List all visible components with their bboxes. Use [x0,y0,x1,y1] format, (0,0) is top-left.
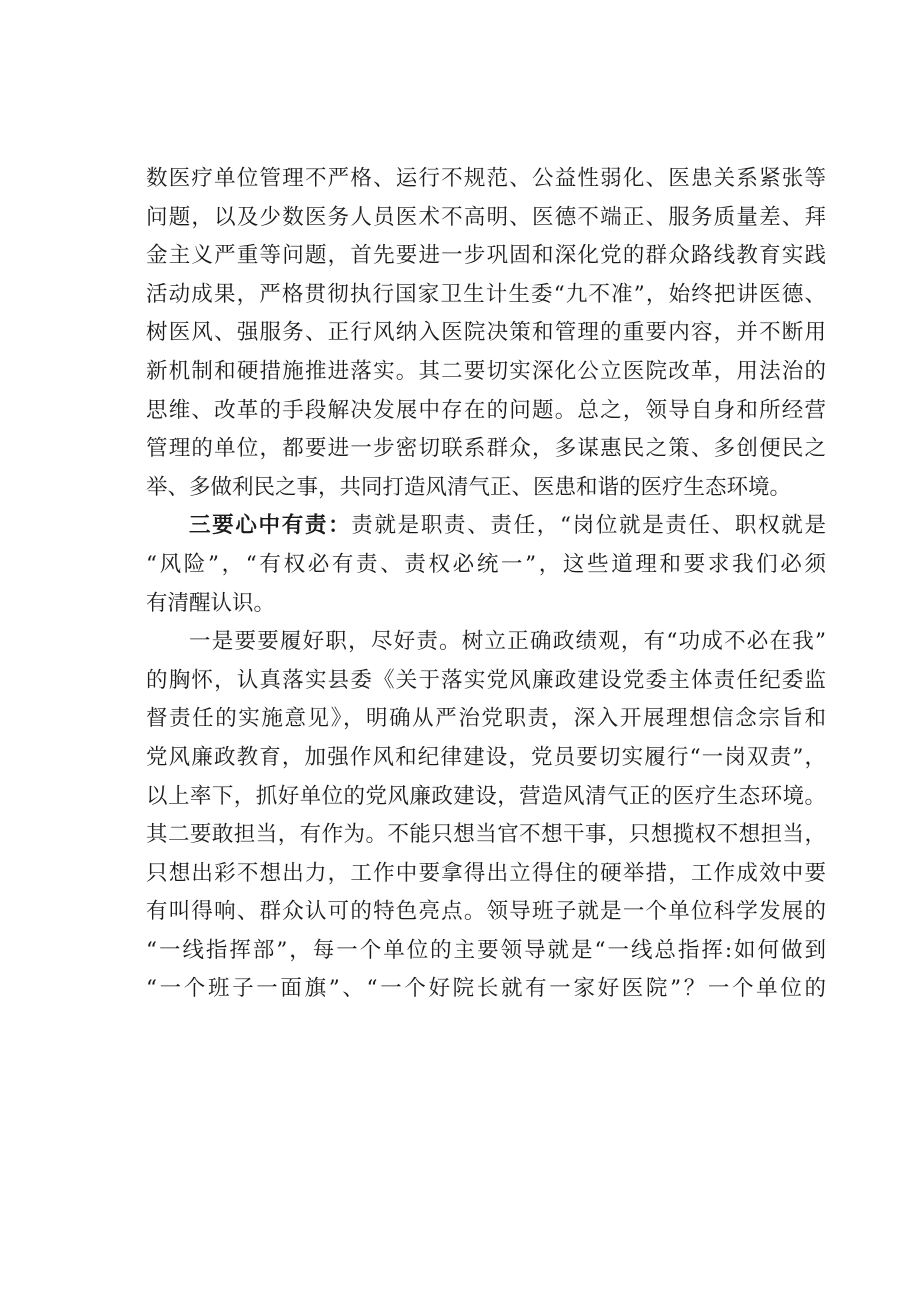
text-line: 党风廉政教育，加强作风和纪律建设，党员要切实履行“一岗双责”， [146,744,826,770]
text-line: 新机制和硬措施推进落实。其二要切实深化公立医院改革，用法治的 [146,358,826,384]
text-line: 一是要要履好职，尽好责。树立正确政绩观，有“功成不必在我” [189,629,826,655]
text-line: 举、多做利民之事，共同打造风清气正、医患和谐的医疗生态环境。 [146,474,792,500]
text-line: 金主义严重等问题，首先要进一步巩固和深化党的群众路线教育实践 [146,243,826,269]
text-line: 管理的单位，都要进一步密切联系群众，多谋惠民之策、多创便民之 [146,436,826,462]
text-line: 有清醒认识。 [146,590,276,616]
text-line: 树医风、强服务、正行风纳入医院决策和管理的重要内容，并不断用 [146,320,826,346]
paragraph-2 [146,507,826,623]
text-line: “一线指挥部”，每一个单位的主要领导就是“一线总指挥:如何做到 [146,937,826,963]
text-line: 数医疗单位管理不严格、运行不规范、公益性弱化、医患关系紧张等 [146,166,826,191]
paragraph-1 [146,160,826,507]
text-line: 督责任的实施意见》，明确从严治党职责，深入开展理想信念宗旨和 [146,706,826,732]
text-line: 以上率下，抓好单位的党风廉政建设，营造风清气正的医疗生态环境。 [146,783,826,809]
text-line: “风险”，“有权必有责、责权必统一”，这些道理和要求我们必须 [146,551,826,577]
text-run: 责就是职责、责任，“岗位就是责任、职权就是 [351,513,826,539]
text-line: 问题，以及少数医务人员医术不高明、医德不端正、服务质量差、拜 [146,204,826,230]
paragraph-3 [146,623,826,1009]
text-line: 活动成果，严格贯彻执行国家卫生计生委“九不准”，始终把讲医德、 [146,281,826,307]
section-heading: 三要心中有责： [189,513,352,539]
text-line: 的胸怀，认真落实县委《关于落实党风廉政建设党委主体责任纪委监 [146,667,826,693]
text-line: 思维、改革的手段解决发展中存在的问题。总之，领导自身和所经营 [146,397,826,423]
document-body [146,160,826,1009]
text-line: 其二要敢担当，有作为。不能只想当官不想干事，只想揽权不想担当， [146,822,826,848]
text-line: “一个班子一面旗”、“一个好院长就有一家好医院”？一个单位的 [146,976,826,1002]
text-line [146,507,826,546]
text-line: 只想出彩不想出力，工作中要拿得出立得住的硬举措，工作成效中要 [146,860,826,886]
text-line: 有叫得响、群众认可的特色亮点。领导班子就是一个单位科学发展的 [146,899,826,925]
